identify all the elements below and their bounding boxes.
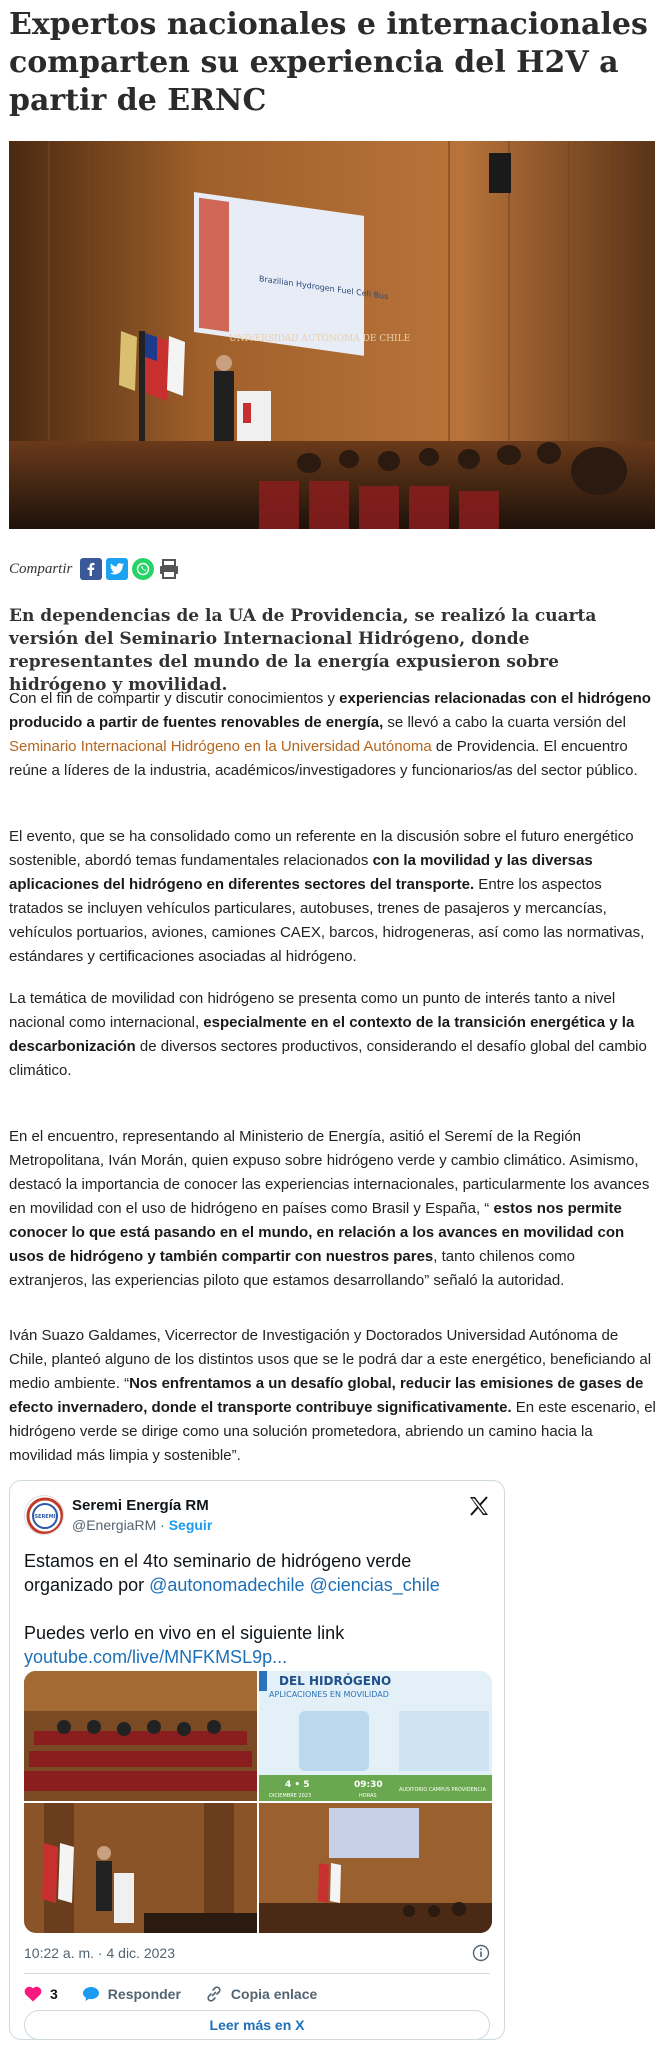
svg-text:DEL HIDRÓGENO: DEL HIDRÓGENO (279, 1674, 392, 1688)
tweet-actions (24, 1981, 341, 2007)
mention-ciencias-chile[interactable]: @ciencias_chile (309, 1575, 440, 1595)
follow-button[interactable]: Seguir (168, 1517, 213, 1533)
x-logo-icon[interactable] (468, 1495, 490, 1517)
svg-text:09:30: 09:30 (354, 1780, 383, 1790)
tweet-divider (24, 1973, 490, 1974)
print-icon[interactable] (158, 558, 180, 580)
paragraph-4: En el encuentro, representando al Ministerio de Energía, asitió el Seremí de la Región Metropolitana, Iván Morán, quien expuso sobre hidrógeno verde y cambio climático. Asimismo, destacó la importancia de conocer las experiencias internacionales, particularmente los avances en movilidad con el uso de hidrógeno en países como Brasil y España, “ estos nos permite conocer lo que está pasando en el mundo, en relación a los avances en movilidad con usos de hidrógeno y también compartir con nuestros pares, tanto chilenos como extranjeros, las experiencias piloto que estamos desarrollando” señaló la autoridad. (9, 1128, 650, 1289)
twitter-icon[interactable] (106, 558, 128, 580)
mention-autonomadechile[interactable]: @autonomadechile (149, 1575, 305, 1595)
svg-text:SEREMI: SEREMI (34, 1514, 56, 1520)
seminar-link[interactable]: Seminario Internacional Hidrógeno en la Universidad Autónoma (9, 738, 432, 755)
copy-link-button[interactable]: Copia enlace (205, 1985, 317, 2003)
reply-bubble-icon (82, 1986, 100, 2002)
like-button[interactable] (24, 1986, 58, 2002)
paragraph-5: Iván Suazo Galdames, Vicerrector de Investigación y Doctorados Universidad Autónoma de Chile, planteó alguno de los distintos usos que se le podrá dar a este energético, beneficiando al medio ambiente. “Nos enfrentamos a un desafío global, reducir las emisiones de gases de efecto invernadero, donde el transporte contribuye significativamente. En este escenario, el hidrógeno verde se dirige como una solución prometedora, abriendo un camino hacia la movilidad más limpia y sostenible”. (9, 1327, 656, 1464)
embedded-tweet (9, 1480, 505, 2040)
hero-wall-text: UNIVERSIDAD AUTÓNOMA DE CHILE (229, 334, 411, 344)
tweet-text: Estamos en el 4to seminario de hidrógeno verde organizado por @autonomadechile @ciencias_chile Puedes verlo en vivo en el siguiente link youtube.com/live/MNFKMSL9p... (24, 1551, 440, 1667)
whatsapp-icon[interactable] (132, 558, 154, 580)
tweet-photo-audience[interactable] (24, 1671, 257, 1801)
tweet-media-grid[interactable] (24, 1671, 492, 1933)
article-title: Expertos nacionales e internacionales comparten su experiencia del H2V a partir de ERNC (9, 7, 648, 118)
svg-text:DICIEMBRE 2023: DICIEMBRE 2023 (269, 1793, 312, 1799)
paragraph-2: El evento, que se ha consolidado como un referente en la discusión sobre el futuro energético sostenible, abordó temas fundamentales relacionados con la movilidad y las diversas aplicaciones del hidrógeno en diferentes sectores del transporte. Entre los aspectos tratados se incluyen vehículos particulares, autobuses, trenes de pasajeros y mercancías, vehículos portuarios, aviones, camiones CAEX, barcos, hidrogeneras, así como las normativas, estándares y certificaciones asociadas al hidrógeno. (9, 828, 645, 965)
paragraph-1: Con el fin de compartir y discutir conocimientos y experiencias relacionadas con el hidrógeno producido a partir de fuentes renovables de energía, se llevó a cabo la cuarta versión del Seminario Internacional Hidrógeno en la Universidad Autónoma de Providencia. El encuentro reúne a líderes de la industria, académicos/investigadores y funcionarios/as del sector público. (9, 690, 651, 779)
tweet-photo-poster[interactable] (259, 1671, 492, 1801)
tweet-timestamp[interactable]: 10:22 a. m. · 4 dic. 2023 (24, 1945, 175, 1961)
heart-icon (24, 1986, 42, 2002)
article-lead: En dependencias de la UA de Providencia, se realizó la cuarta versión del Seminario Internacional Hidrógeno, donde representantes del mundo de la energía expusieron sobre hidrógeno y movilidad. (9, 606, 597, 695)
facebook-icon[interactable] (80, 558, 102, 580)
tweet-photo-stage[interactable] (259, 1803, 492, 1933)
link-icon (205, 1985, 223, 2003)
reply-button[interactable]: Responder (82, 1986, 181, 2002)
youtube-link[interactable]: youtube.com/live/MNFKMSL9p... (24, 1647, 288, 1667)
svg-text:APLICACIONES EN MOVILIDAD: APLICACIONES EN MOVILIDAD (269, 1690, 389, 1699)
svg-text:AUDITORIO CAMPUS PROVIDENCIA: AUDITORIO CAMPUS PROVIDENCIA (399, 1787, 486, 1793)
paragraph-3: La temática de movilidad con hidrógeno se presenta como un punto de interés tanto a nivel nacional como internacional, especialmente en el contexto de la transición energética y la descarbonización de diversos sectores productivos, considerando el desafío global del cambio climático. (9, 990, 647, 1079)
tweet-photo-speaker[interactable] (24, 1803, 257, 1933)
share-label: Compartir (9, 560, 73, 577)
info-icon[interactable] (472, 1944, 490, 1962)
read-more-button[interactable]: Leer más en X (24, 2010, 490, 2040)
avatar[interactable] (24, 1495, 64, 1535)
svg-text:4 • 5: 4 • 5 (285, 1780, 310, 1790)
hero-screen-text: Brazilian Hydrogen Fuel Cell Bus (259, 274, 389, 302)
like-count: 3 (50, 1986, 58, 2002)
share-bar (9, 556, 180, 582)
hero-photo (9, 141, 655, 529)
svg-text:HORAS: HORAS (359, 1793, 377, 1799)
tweet-author-name[interactable]: Seremi Energía RM (72, 1497, 209, 1514)
tweet-author-handle: @EnergiaRM · Seguir (72, 1517, 213, 1533)
